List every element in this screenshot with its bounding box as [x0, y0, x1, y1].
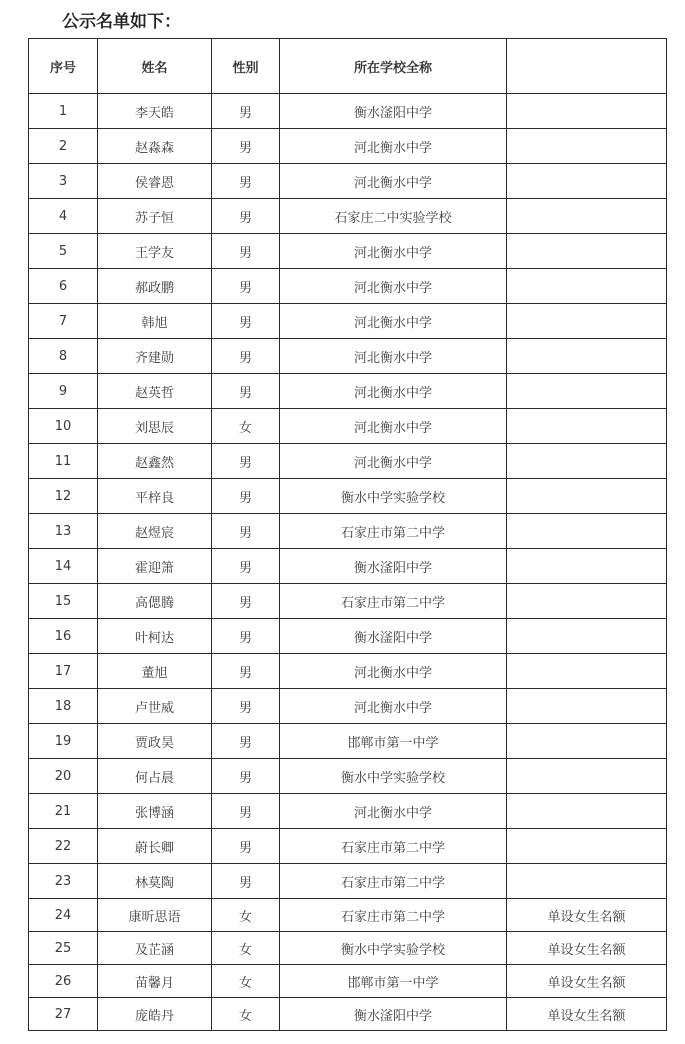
cell-name: 贾政昊 — [98, 724, 212, 759]
table-row — [29, 864, 667, 899]
cell-gender: 女 — [212, 932, 280, 965]
table-row — [29, 234, 667, 269]
cell-note — [507, 794, 667, 829]
cell-gender: 男 — [212, 829, 280, 864]
cell-note — [507, 829, 667, 864]
cell-no: 25 — [29, 932, 98, 965]
header-row — [29, 39, 667, 94]
cell-school: 衡水中学实验学校 — [280, 932, 507, 965]
cell-school: 石家庄市第二中学 — [280, 514, 507, 549]
cell-gender: 女 — [212, 965, 280, 998]
cell-name: 苗馨月 — [98, 965, 212, 998]
cell-school: 河北衡水中学 — [280, 654, 507, 689]
cell-gender: 男 — [212, 794, 280, 829]
table-header — [29, 39, 667, 94]
cell-gender: 男 — [212, 269, 280, 304]
cell-note — [507, 374, 667, 409]
cell-note — [507, 864, 667, 899]
cell-no: 14 — [29, 549, 98, 584]
cell-gender: 男 — [212, 724, 280, 759]
cell-no: 27 — [29, 998, 98, 1031]
cell-school: 河北衡水中学 — [280, 269, 507, 304]
cell-note: 单设女生名额 — [507, 998, 667, 1031]
cell-gender: 男 — [212, 304, 280, 339]
cell-school: 河北衡水中学 — [280, 374, 507, 409]
cell-gender: 男 — [212, 94, 280, 129]
cell-name: 赵煜宸 — [98, 514, 212, 549]
cell-school: 河北衡水中学 — [280, 794, 507, 829]
cell-note — [507, 479, 667, 514]
cell-gender: 男 — [212, 689, 280, 724]
cell-note — [507, 199, 667, 234]
cell-gender: 女 — [212, 899, 280, 932]
table-row — [29, 794, 667, 829]
table-row — [29, 998, 667, 1031]
cell-no: 10 — [29, 409, 98, 444]
cell-gender: 女 — [212, 998, 280, 1031]
table-row — [29, 304, 667, 339]
cell-gender: 女 — [212, 409, 280, 444]
cell-no: 9 — [29, 374, 98, 409]
cell-no: 2 — [29, 129, 98, 164]
cell-note — [507, 689, 667, 724]
page-heading: 公示名单如下： — [62, 12, 181, 32]
cell-name: 叶柯达 — [98, 619, 212, 654]
cell-name: 齐建勋 — [98, 339, 212, 374]
cell-name: 林莫陶 — [98, 864, 212, 899]
cell-school: 衡水中学实验学校 — [280, 759, 507, 794]
cell-school: 石家庄市第二中学 — [280, 584, 507, 619]
cell-school: 河北衡水中学 — [280, 689, 507, 724]
cell-name: 何占晨 — [98, 759, 212, 794]
cell-note — [507, 164, 667, 199]
cell-gender: 男 — [212, 514, 280, 549]
cell-note — [507, 619, 667, 654]
roster-table — [28, 38, 667, 1031]
cell-name: 赵淼森 — [98, 129, 212, 164]
cell-note — [507, 129, 667, 164]
cell-gender: 男 — [212, 759, 280, 794]
table-row — [29, 829, 667, 864]
cell-school: 河北衡水中学 — [280, 409, 507, 444]
cell-no: 8 — [29, 339, 98, 374]
cell-no: 21 — [29, 794, 98, 829]
cell-note — [507, 304, 667, 339]
cell-name: 侯睿恩 — [98, 164, 212, 199]
cell-no: 26 — [29, 965, 98, 998]
cell-no: 16 — [29, 619, 98, 654]
cell-school: 石家庄市第二中学 — [280, 899, 507, 932]
table-row — [29, 932, 667, 965]
header-school: 所在学校全称 — [280, 39, 507, 94]
cell-note: 单设女生名额 — [507, 932, 667, 965]
table-row — [29, 759, 667, 794]
cell-name: 蔚长卿 — [98, 829, 212, 864]
table-row — [29, 94, 667, 129]
table-row — [29, 724, 667, 759]
cell-name: 郝政鹏 — [98, 269, 212, 304]
cell-school: 河北衡水中学 — [280, 339, 507, 374]
cell-school: 河北衡水中学 — [280, 304, 507, 339]
table-row — [29, 199, 667, 234]
table-row — [29, 129, 667, 164]
cell-name: 及芷涵 — [98, 932, 212, 965]
cell-school: 河北衡水中学 — [280, 129, 507, 164]
cell-no: 22 — [29, 829, 98, 864]
cell-school: 衡水滏阳中学 — [280, 619, 507, 654]
cell-no: 23 — [29, 864, 98, 899]
cell-note — [507, 444, 667, 479]
cell-no: 3 — [29, 164, 98, 199]
cell-name: 刘思辰 — [98, 409, 212, 444]
cell-note — [507, 94, 667, 129]
cell-gender: 男 — [212, 654, 280, 689]
cell-school: 石家庄市第二中学 — [280, 829, 507, 864]
table-row — [29, 549, 667, 584]
cell-note — [507, 654, 667, 689]
cell-note — [507, 759, 667, 794]
cell-name: 苏子恒 — [98, 199, 212, 234]
cell-name: 高偲腾 — [98, 584, 212, 619]
cell-school: 衡水滏阳中学 — [280, 94, 507, 129]
cell-gender: 男 — [212, 234, 280, 269]
header-gender: 性别 — [212, 39, 280, 94]
table-row — [29, 514, 667, 549]
cell-no: 17 — [29, 654, 98, 689]
cell-no: 24 — [29, 899, 98, 932]
cell-no: 1 — [29, 94, 98, 129]
cell-name: 庞皓丹 — [98, 998, 212, 1031]
cell-gender: 男 — [212, 199, 280, 234]
cell-note — [507, 584, 667, 619]
table-row — [29, 584, 667, 619]
cell-note — [507, 234, 667, 269]
table-row — [29, 479, 667, 514]
cell-no: 7 — [29, 304, 98, 339]
cell-gender: 男 — [212, 444, 280, 479]
cell-gender: 男 — [212, 549, 280, 584]
cell-school: 衡水滏阳中学 — [280, 998, 507, 1031]
cell-note — [507, 339, 667, 374]
table-row — [29, 899, 667, 932]
cell-no: 13 — [29, 514, 98, 549]
cell-no: 18 — [29, 689, 98, 724]
cell-no: 11 — [29, 444, 98, 479]
cell-note: 单设女生名额 — [507, 899, 667, 932]
table-row — [29, 339, 667, 374]
table-row — [29, 965, 667, 998]
cell-name: 卢世威 — [98, 689, 212, 724]
header-name: 姓名 — [98, 39, 212, 94]
cell-gender: 男 — [212, 339, 280, 374]
cell-school: 石家庄市第二中学 — [280, 864, 507, 899]
cell-gender: 男 — [212, 584, 280, 619]
table-row — [29, 164, 667, 199]
table-row — [29, 654, 667, 689]
cell-school: 河北衡水中学 — [280, 444, 507, 479]
cell-gender: 男 — [212, 864, 280, 899]
cell-no: 15 — [29, 584, 98, 619]
table-row — [29, 689, 667, 724]
cell-gender: 男 — [212, 479, 280, 514]
cell-note — [507, 724, 667, 759]
cell-name: 赵鑫然 — [98, 444, 212, 479]
table-row — [29, 374, 667, 409]
cell-name: 韩旭 — [98, 304, 212, 339]
cell-name: 王学友 — [98, 234, 212, 269]
table-row — [29, 269, 667, 304]
cell-note — [507, 269, 667, 304]
cell-note — [507, 549, 667, 584]
cell-gender: 男 — [212, 164, 280, 199]
cell-note: 单设女生名额 — [507, 965, 667, 998]
cell-no: 19 — [29, 724, 98, 759]
cell-name: 康昕思语 — [98, 899, 212, 932]
cell-gender: 男 — [212, 619, 280, 654]
cell-no: 20 — [29, 759, 98, 794]
cell-name: 霍迎箫 — [98, 549, 212, 584]
cell-no: 6 — [29, 269, 98, 304]
cell-note — [507, 409, 667, 444]
cell-school: 衡水滏阳中学 — [280, 549, 507, 584]
cell-school: 邯郸市第一中学 — [280, 724, 507, 759]
cell-no: 5 — [29, 234, 98, 269]
cell-name: 平梓良 — [98, 479, 212, 514]
header-note — [507, 39, 667, 94]
cell-no: 4 — [29, 199, 98, 234]
cell-school: 河北衡水中学 — [280, 164, 507, 199]
cell-school: 衡水中学实验学校 — [280, 479, 507, 514]
cell-school: 河北衡水中学 — [280, 234, 507, 269]
cell-school: 石家庄二中实验学校 — [280, 199, 507, 234]
cell-name: 张博涵 — [98, 794, 212, 829]
cell-name: 李天皓 — [98, 94, 212, 129]
cell-note — [507, 514, 667, 549]
table-row — [29, 619, 667, 654]
table-body — [29, 94, 667, 1031]
cell-name: 赵英哲 — [98, 374, 212, 409]
cell-gender: 男 — [212, 374, 280, 409]
table-row — [29, 444, 667, 479]
cell-no: 12 — [29, 479, 98, 514]
header-no: 序号 — [29, 39, 98, 94]
cell-name: 董旭 — [98, 654, 212, 689]
cell-school: 邯郸市第一中学 — [280, 965, 507, 998]
cell-gender: 男 — [212, 129, 280, 164]
table-row — [29, 409, 667, 444]
